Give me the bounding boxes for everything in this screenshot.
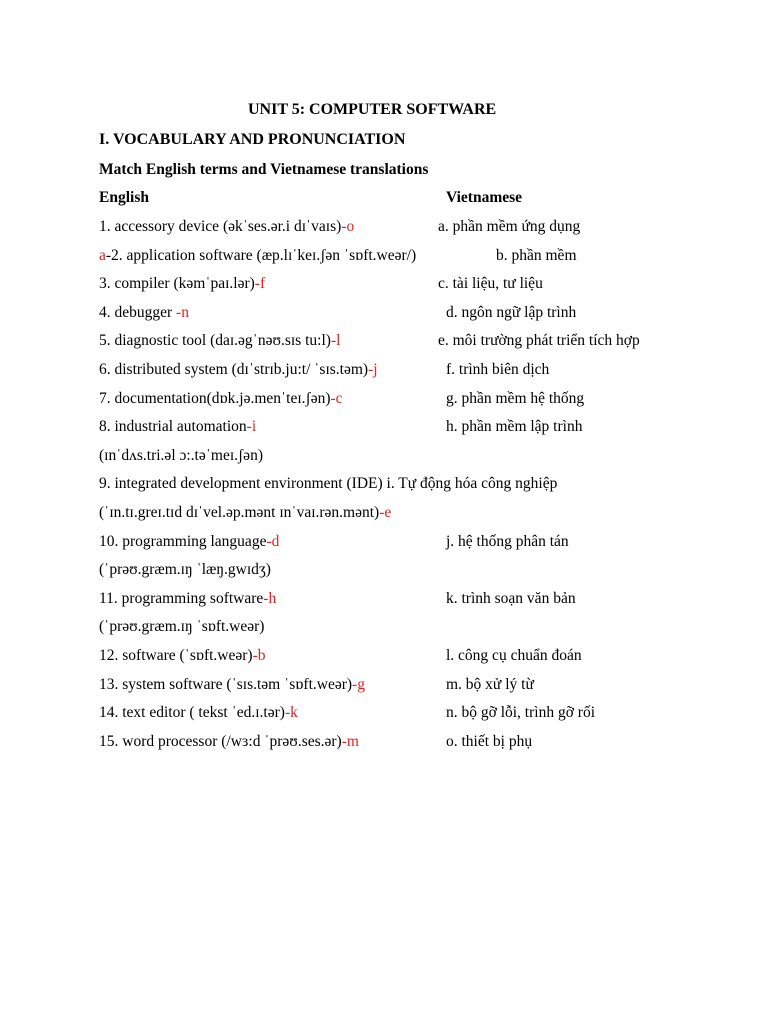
vocab-row-9	[99, 446, 263, 466]
answer-prefix: a	[99, 247, 106, 264]
answer-letter: -i	[246, 418, 257, 435]
english-term: 12. software (ˈsɒft.weər)	[99, 647, 253, 664]
english-term: 1. accessory device (əkˈses.ər.i dɪˈvaɪs)	[99, 218, 342, 235]
vietnamese-translation: b. phần mềm	[496, 247, 577, 264]
vietnamese-translation: h. phần mềm lập trình	[446, 418, 583, 435]
vocab-row-17	[99, 675, 365, 695]
english-term: (ˈprəʊ.græm.ɪŋ ˈlæŋ.gwɪdʒ)	[99, 561, 271, 578]
instruction-text: Match English terms and Vietnamese translations	[99, 161, 429, 178]
english-term: 4. debugger	[99, 304, 177, 321]
vocab-row-1	[99, 217, 354, 237]
vietnamese-translation: g. phần mềm hệ thống	[446, 390, 585, 407]
unit-title: UNIT 5: COMPUTER SOFTWARE	[248, 101, 497, 118]
english-term: (ɪnˈdʌs.tri.əl ɔ:.təˈmeɪ.ʃən)	[99, 447, 263, 464]
answer-letter: -o	[341, 218, 355, 235]
vietnamese-translation: o. thiết bị phụ	[446, 733, 533, 750]
vocab-row-16	[99, 646, 266, 666]
english-term: 3. compiler (kəmˈpaɪ.lər)	[99, 275, 255, 292]
vietnamese-translation: l. công cụ chuẩn đoán	[446, 647, 582, 664]
vietnamese-translation: d. ngôn ngữ lập trình	[446, 304, 577, 321]
english-term: (ˈɪn.tɪ.greɪ.tɪd dɪˈvel.əp.mənt ɪnˈvaɪ.rən.mənt)	[99, 504, 380, 521]
answer-letter: -h	[263, 590, 277, 607]
english-term: (ˈprəʊ.græm.ɪŋ ˈsɒft.weər)	[99, 618, 265, 635]
vocab-row-18	[99, 703, 298, 723]
vocab-row-15	[99, 617, 264, 637]
vocab-row-4	[99, 303, 189, 323]
answer-letter: -l	[330, 332, 341, 349]
english-term: 5. diagnostic tool (daɪ.əgˈnəʊ.sɪs tu:l)	[99, 332, 331, 349]
vietnamese-translation: f. trình biên dịch	[446, 361, 550, 378]
vocab-row-7	[99, 389, 343, 409]
answer-letter: -m	[341, 733, 359, 750]
vocab-row-11	[99, 503, 391, 523]
english-term: 10. programming language	[99, 533, 267, 550]
vocab-row-5	[99, 331, 340, 351]
vocab-row-8	[99, 417, 256, 437]
answer-letter: -f	[254, 275, 266, 292]
vietnamese-translation: k. trình soạn văn bản	[446, 590, 576, 607]
answer-letter: -b	[252, 647, 266, 664]
vocab-row-6	[99, 360, 378, 380]
vietnamese-translation: m. bộ xử lý từ	[446, 676, 534, 693]
vocab-row-13	[99, 560, 271, 580]
answer-letter: -n	[176, 304, 189, 321]
vocab-row-2	[99, 246, 416, 266]
answer-letter: -d	[266, 533, 280, 550]
english-term: -2. application software (æp.lɪˈkeɪ.ʃən ˈsɒft.weər/)	[105, 247, 417, 264]
section-heading: I. VOCABULARY AND PRONUNCIATION	[99, 131, 406, 148]
column-header-english: English	[99, 189, 149, 206]
answer-letter: -k	[284, 704, 298, 721]
answer-letter: -e	[379, 504, 392, 521]
english-term: 15. word processor (/wɜ:d ˈprəʊ.ses.ər)	[99, 733, 342, 750]
vietnamese-translation: j. hệ thống phân tán	[446, 533, 569, 550]
vietnamese-translation: c. tài liệu, tư liệu	[438, 275, 543, 292]
answer-letter: -j	[368, 361, 378, 378]
vocab-row-14	[99, 589, 276, 609]
english-term: 8. industrial automation	[99, 418, 247, 435]
vietnamese-translation: a. phần mềm ứng dụng	[438, 218, 581, 235]
english-term: 14. text editor ( tekst ˈed.ɪ.tər)	[99, 704, 285, 721]
english-term: 9. integrated development environment (IDE) i. Tự động hóa công nghiệp	[99, 475, 558, 492]
vocab-row-12	[99, 532, 279, 552]
answer-letter: -c	[330, 390, 343, 407]
english-term: 11. programming software	[99, 590, 264, 607]
english-term: 13. system software (ˈsɪs.təm ˈsɒft.weər)	[99, 676, 353, 693]
english-term: 7. documentation(dɒk.jə.menˈteɪ.ʃən)	[99, 390, 331, 407]
vietnamese-translation: n. bộ gỡ lỗi, trình gỡ rối	[446, 704, 595, 721]
english-term: 6. distributed system (dɪˈstrɪb.ju:t/ ˈsɪs.təm)	[99, 361, 369, 378]
vocab-row-3	[99, 274, 265, 294]
vietnamese-translation: e. môi trường phát triển tích hợp	[438, 332, 640, 349]
vocab-row-19	[99, 732, 359, 752]
answer-letter: -g	[352, 676, 365, 693]
column-header-vietnamese: Vietnamese	[446, 189, 523, 206]
vocab-row-10	[99, 474, 557, 494]
